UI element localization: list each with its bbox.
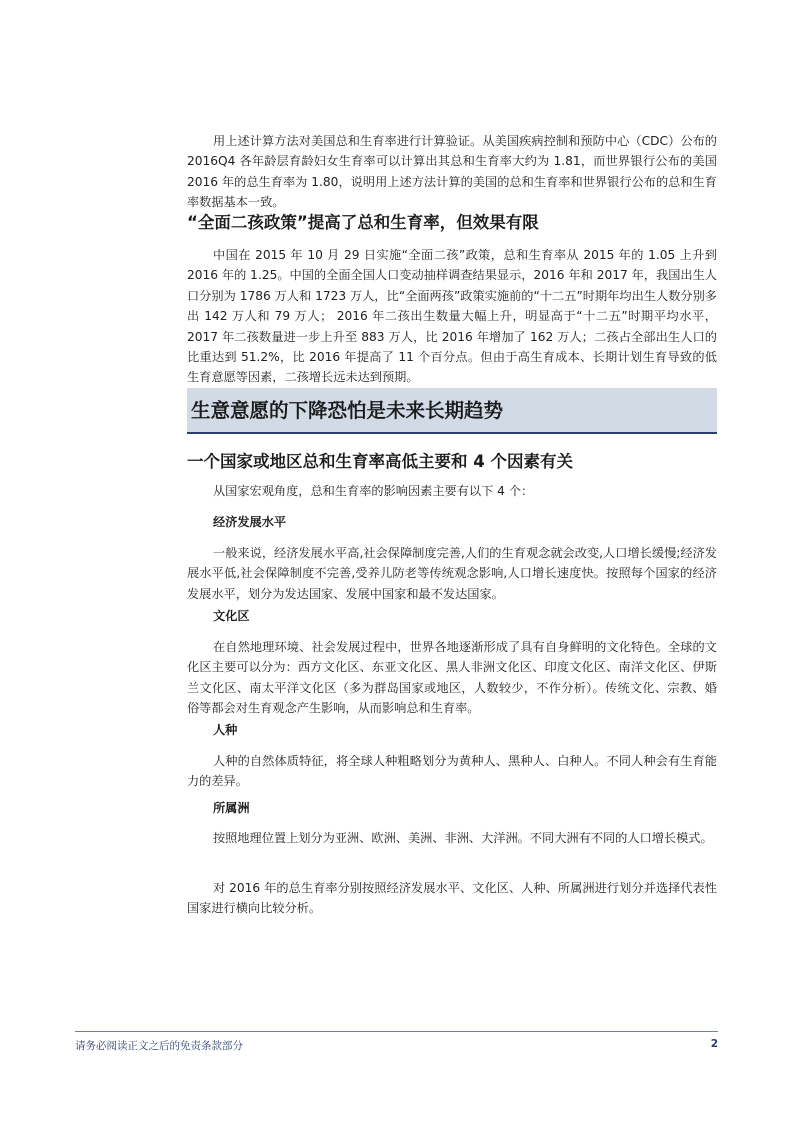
factor-body-culture — [187, 637, 717, 719]
factor-title: 经济发展水平 — [213, 515, 287, 529]
factor-title-race — [187, 720, 717, 740]
factor-title-economic — [187, 512, 717, 532]
factor-title: 文化区 — [213, 609, 250, 623]
factor-body-economic — [187, 543, 717, 604]
section1-body — [187, 245, 717, 388]
section1-heading-block — [187, 212, 717, 234]
factor-title: 所属洲 — [213, 801, 250, 815]
closing-block — [187, 878, 717, 919]
closing-paragraph: 对 2016 年的总生育率分别按照经济发展水平、文化区、人种、所属洲进行划分并选择代表性国家进行横向比较分析。 — [187, 881, 717, 916]
section1-paragraph: 中国在 2015 年 10 月 29 日实施“全面二孩”政策，总和生育率从 2015 年的 1.05 上升到 2016 年的 1.25。中国的全面全国人口变动抽样调查结果显示，2016 年和 2017 年，我国出生人口分别为 1786 万人和 1723 万人，比“全面两孩”政策实施前的“十二五”时期年均出生人数分别多出 142 万人和 79 万人； 2016 年二孩出生数量大幅上升，明显高于“十二五”时期平均水平，2017 年二孩数量进一步上升至 883 万人，比 2016 年增加了 162 万人；二孩占全部出生人口的比重达到 51.2%，比 2016 年提高了 11 个百分点。但由于高生育成本、长期计划生育导致的低生育意愿等因素，二孩增长远未达到预期。 — [187, 248, 717, 385]
factor-text: 一般来说，经济发展水平高,社会保障制度完善,人们的生育观念就会改变,人口增长缓慢;经济发展水平低,社会保障制度不完善,受养儿防老等传统观念影响,人口增长速度快。按照每个国家的经济发展水平，划分为发达国家、发展中国家和最不发达国家。 — [187, 546, 717, 601]
section2-heading: 一个国家或地区总和生育率高低主要和 4 个因素有关 — [187, 452, 573, 471]
main-heading: 生意意愿的下降恐怕是未来长期趋势 — [191, 399, 504, 422]
factor-body-continent — [187, 828, 717, 848]
factor-title-culture — [187, 606, 717, 626]
section2-heading-block — [187, 451, 717, 473]
main-heading-bar — [187, 388, 717, 434]
intro-paragraph: 用上述计算方法对美国总和生育率进行计算验证。从美国疾病控制和预防中心（CDC）公布的 2016Q4 各年龄层育龄妇女生育率可以计算出其总和生育率大约为 1.81，而世界银行公布的美国 2016 年的总生育率为 1.80，说明用上述方法计算的美国的总和生育率和世界银行公布的总和生育率数据基本一致。 — [187, 134, 717, 210]
section2-intro-block — [187, 481, 717, 501]
factor-title: 人种 — [213, 723, 238, 737]
page-number: 2 — [710, 1038, 718, 1050]
factor-title-continent — [187, 798, 717, 818]
section2-intro: 从国家宏观角度，总和生育率的影响因素主要有以下 4 个： — [213, 484, 534, 498]
footer-disclaimer: 请务必阅读正文之后的免责条款部分 — [75, 1040, 243, 1052]
factor-text: 按照地理位置上划分为亚洲、欧洲、美洲、非洲、大洋洲。不同大洲有不同的人口增长模式。 — [213, 831, 713, 845]
section1-heading: “全面二孩政策”提高了总和生育率，但效果有限 — [187, 213, 539, 232]
factor-text: 在自然地理环境、社会发展过程中，世界各地逐渐形成了具有自身鲜明的文化特色。全球的文化区主要可以分为：西方文化区、东亚文化区、黑人非洲文化区、印度文化区、南洋文化区、伊斯兰文化区、南太平洋文化区（多为群岛国家或地区，人数较少，不作分析）。传统文化、宗教、婚俗等都会对生育观念产生影响，从而影响总和生育率。 — [187, 640, 717, 716]
footer-divider — [75, 1031, 718, 1032]
factor-text: 人种的自然体质特征，将全球人种粗略划分为黄种人、黑种人、白种人。不同人种会有生育能力的差异。 — [187, 754, 717, 789]
factor-body-race — [187, 751, 717, 792]
intro-block — [187, 131, 717, 213]
